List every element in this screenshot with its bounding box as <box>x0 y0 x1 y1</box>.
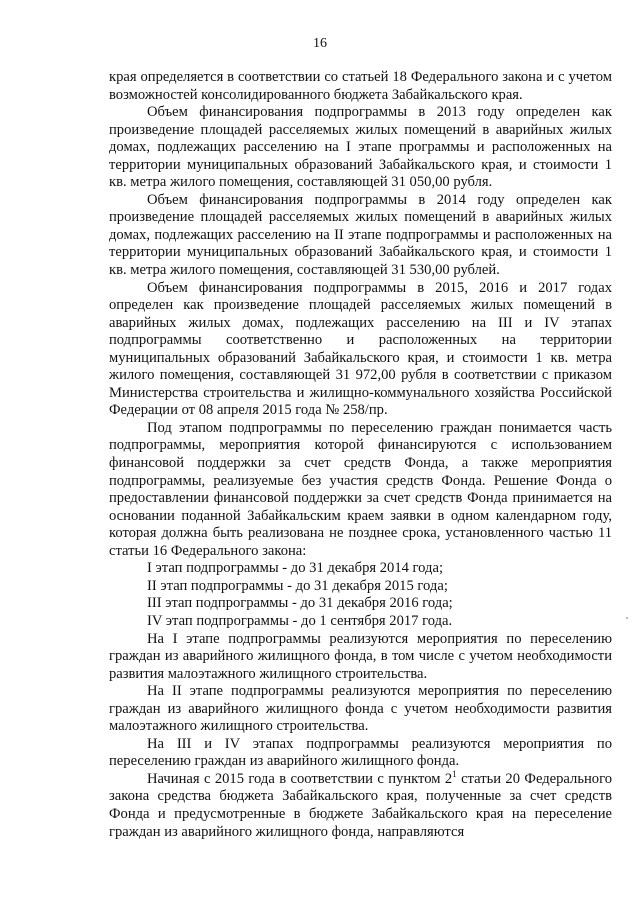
superscript-mark: 1 <box>452 769 457 780</box>
paragraph: Объем финансирования подпрограммы в 2013 году определен как произведение площадей расселяемых жилых помещений в аварийных жилых домах, подлежащих расселению на I этапе программы и расположенных на территории муниципальных образований Забайкальского края, и стоимости 1 кв. метра жилого помещения, составляющей 31 050,00 рубля. <box>109 104 612 191</box>
final-paragraph-start: Начиная с 2015 года в соответствии с пунктом 2 <box>147 770 453 787</box>
scan-speck <box>626 617 628 619</box>
final-paragraph <box>109 771 612 841</box>
paragraph: На II этапе подпрограммы реализуются мероприятия по переселению граждан из аварийного жилищного фонда с учетом необходимости развития малоэтажного жилищного строительства. <box>109 683 612 735</box>
document-body <box>109 69 612 841</box>
stage-list <box>109 560 612 630</box>
paragraph: На III и IV этапах подпрограммы реализуются мероприятия по переселению граждан из аварийного жилищного фонда. <box>109 735 612 770</box>
paragraph: Под этапом подпрограммы по переселению граждан понимается часть подпрограммы, мероприятия которой финансируются с использованием финансовой поддержки за счет средств Фонда, а также мероприятия подпрограммы, реализуемые без участия средств Фонда. Решение Фонда о предоставлении финансовой поддержки за счет средств Фонда принимается на основании поданной Забайкальским краем заявки в одном календарном году, которая должна быть реализована не позднее срока, установленного частью 11 статьи 16 Федерального закона: <box>109 419 612 559</box>
stage-item: IV этап подпрограммы - до 1 сентября 2017 года. <box>147 612 453 629</box>
stage-item: II этап подпрограммы - до 31 декабря 2015 года; <box>147 577 448 594</box>
paragraph: На I этапе подпрограммы реализуются мероприятия по переселению граждан из аварийного жилищного фонда, в том числе с учетом необходимости развития малоэтажного жилищного строительства. <box>109 630 612 682</box>
paragraph: Объем финансирования подпрограммы в 2014 году определен как произведение площадей расселяемых жилых помещений в аварийных жилых домах, подлежащих расселению на II этапе подпрограммы и расположенных на территории муниципальных образований Забайкальского края, и стоимости 1 кв. метра жилого помещения, составляющей 31 530,00 рублей. <box>109 191 612 279</box>
paragraph: края определяется в соответствии со статьей 18 Федерального закона и с учетом возможностей консолидированного бюджета Забайкальского края. <box>109 69 612 103</box>
final-paragraph-end: статьи 20 Федерального закона средства бюджета Забайкальского края, полученные за счет средств Фонда и предусмотренные в бюджете Забайкальского края на переселение граждан из аварийного жилищного фонда, направляются <box>109 770 612 840</box>
paragraph: Объем финансирования подпрограммы в 2015, 2016 и 2017 годах определен как произведение площадей расселяемых жилых помещений в аварийных жилых домах, подлежащих расселению на III и IV этапах подпрограммы соответственно и расположенных на территории муниципальных образований Забайкальского края, и стоимости 1 кв. метра жилого помещения, составляющей 31 972,00 рубля в соответствии с приказом Министерства строительства и жилищно-коммунального хозяйства Российской Федерации от 08 апреля 2015 года № 258/пр. <box>109 279 612 419</box>
page-number: 16 <box>313 36 327 51</box>
stage-item: III этап подпрограммы - до 31 декабря 2016 года; <box>147 595 453 612</box>
stage-item: I этап подпрограммы - до 31 декабря 2014 года; <box>147 560 444 577</box>
